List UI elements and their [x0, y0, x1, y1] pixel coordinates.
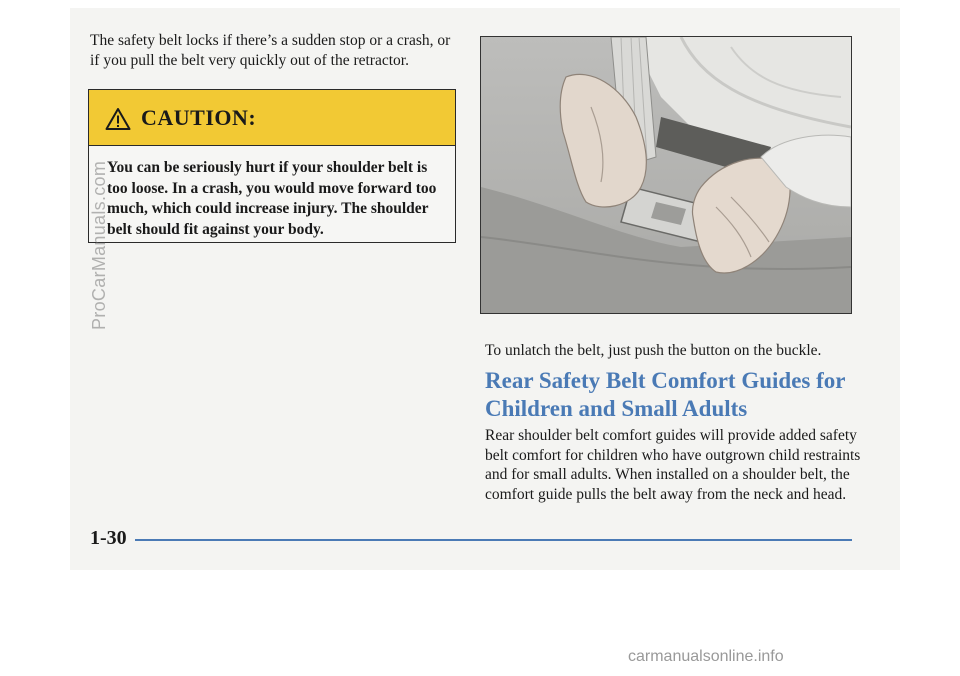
caution-header: [89, 90, 455, 146]
section-body: Rear shoulder belt comfort guides will provide added safety belt comfort for children who have outgrown child restraints and for small adults. When installed on a shoulder belt, the comfort guide pulls the belt away from the neck and head.: [485, 427, 861, 503]
warning-triangle-icon: [105, 107, 131, 131]
unlatching-buckle-illustration: [481, 37, 851, 313]
footer-rule: [135, 539, 852, 541]
bottom-watermark: carmanualsonline.info: [628, 648, 784, 665]
photo-caption: To unlatch the belt, just push the button on the buckle.: [485, 342, 822, 359]
caution-text: You can be seriously hurt if your shoulder belt is too loose. In a crash, you would move forward too much, which could increase injury. The shoulder belt should fit against your body.: [107, 159, 437, 238]
intro-paragraph: The safety belt locks if there’s a sudden stop or a crash, or if you pull the belt very quickly out of the retractor.: [90, 32, 451, 69]
side-watermark: ProCarManuals.com: [89, 160, 109, 330]
seat-belt-photo: [480, 36, 852, 314]
caution-title: CAUTION:: [141, 104, 257, 130]
section-heading: Rear Safety Belt Comfort Guides for Children and Small Adults: [485, 368, 846, 421]
caution-box: [88, 89, 456, 243]
page-number: 1-30: [90, 527, 127, 549]
